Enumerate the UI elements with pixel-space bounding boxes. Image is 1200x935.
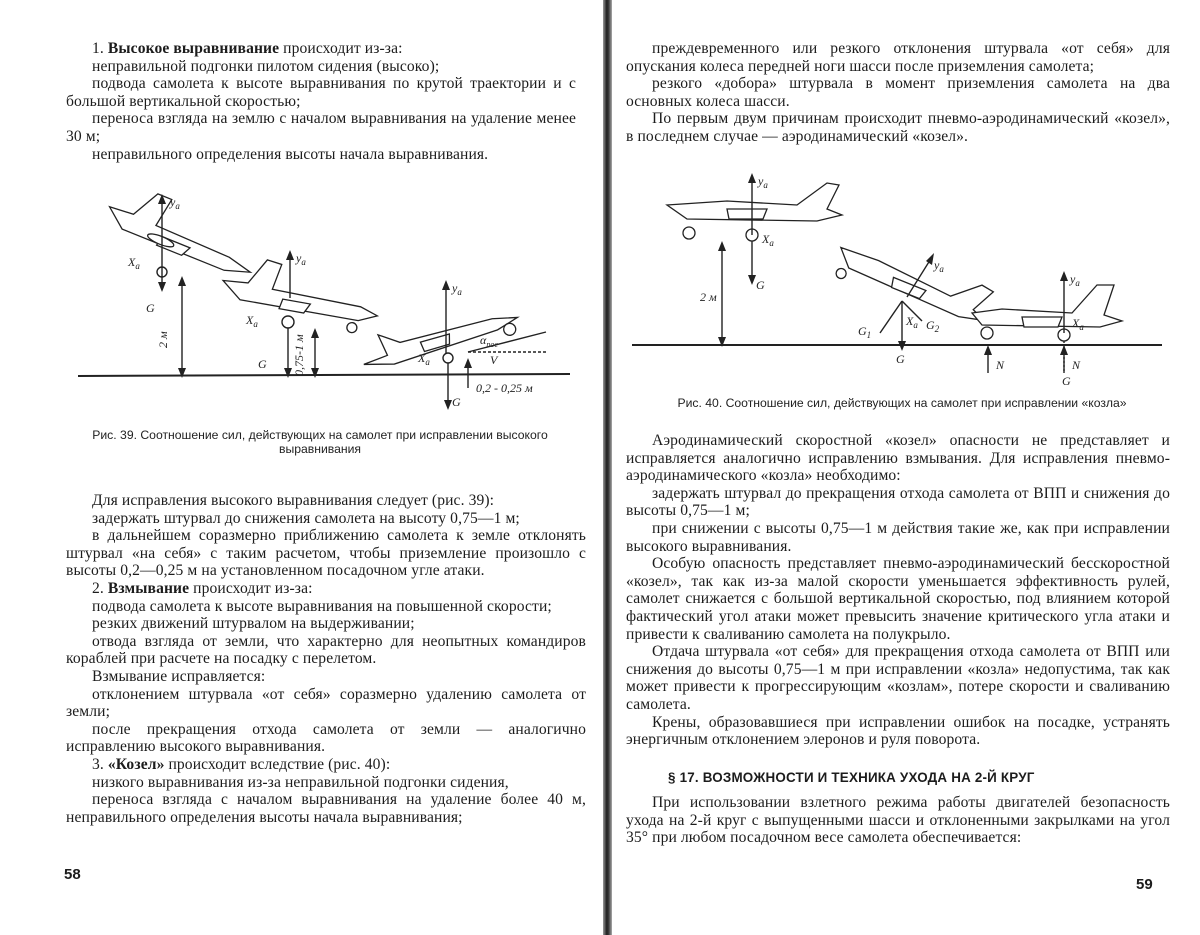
right-bottom-text <box>626 432 1170 749</box>
paragraph: отвода взгляда от земли, что характерно для неопытных командиров кораблей при расчете на посадку с перелетом. <box>66 632 586 668</box>
page-number-left: 58 <box>64 866 81 883</box>
figure-39-caption: Рис. 39. Соотношение сил, действующих на самолет при исправлении высокого выравнивания <box>92 428 548 456</box>
label-ya-3: $y_a$ <box>1070 272 1080 288</box>
paragraph: переноса взгляда с началом выравнивания на удаление более 40 м, неправильного определения высоты начала выравнивания; <box>66 791 586 826</box>
figure-39 <box>70 188 580 420</box>
paragraph: подвода самолета к высоте выравнивания по крутой траектории и с большой вертикальной скоростью; <box>66 75 576 110</box>
page-number-right: 59 <box>1136 876 1153 893</box>
label-n-1: N <box>996 358 1005 372</box>
left-top-text <box>66 40 576 163</box>
label-g-3: G <box>1062 374 1071 388</box>
label-g-2: G <box>258 357 267 371</box>
paragraph: Особую опасность представляет пневмо-аэродинамический бесскоростной «козел», так как из-за малой скорости уменьшается эффективность рулей, самолет снижается с большой вертикальной скоростью, под влиянием которой фактический угол атаки может превысить значение критического угла атаки и привести к сваливанию самолета на полукрыло. <box>626 555 1170 643</box>
label-v: V <box>490 353 498 367</box>
left-bottom-text <box>66 492 586 826</box>
label-xa-1: $X_a$ <box>128 255 140 271</box>
label-ya-2: $y_a$ <box>934 258 944 274</box>
label-g-1: G <box>146 301 155 315</box>
paragraph: 1. Высокое выравнивание происходит из-за: <box>92 40 403 57</box>
aircraft-1 <box>667 183 842 241</box>
section-heading: § 17. ВОЗМОЖНОСТИ И ТЕХНИКА УХОДА НА 2-Й КРУГ <box>668 770 1035 785</box>
label-g-2: G <box>896 352 905 366</box>
paragraph: неправильного определения высоты начала выравнивания. <box>92 145 489 163</box>
paragraph: задержать штурвал до прекращения отхода самолета от ВПП и снижения до высоты 0,75—1 м; <box>626 484 1170 520</box>
book-gutter <box>603 0 612 935</box>
label-xa-2: $X_a$ <box>246 313 258 329</box>
g1-vector <box>880 301 902 333</box>
paragraph: задержать штурвал до снижения самолета на высоту 0,75—1 м; <box>92 509 520 527</box>
paragraph: При использовании взлетного режима работы двигателей безопасность ухода на 2-й круг с выпущенными шасси и отклоненными закрылками на угол 35° при любом посадочном весе самолета обеспечивается: <box>626 794 1170 847</box>
label-xa-2: $X_a$ <box>906 314 918 330</box>
paragraph: после прекращения отхода самолета от земли — аналогично исправлению высокого выравнивания. <box>66 720 586 756</box>
paragraph: 3. «Козел» происходит вследствие (рис. 40): <box>92 755 391 773</box>
label-alpha: $\alpha_{пос}$ <box>480 333 498 349</box>
figure-40-caption: Рис. 40. Соотношение сил, действующих на самолет при исправлении «козла» <box>677 396 1127 410</box>
label-g2: $G_2$ <box>926 318 940 334</box>
label-xa-3: $X_a$ <box>418 351 430 367</box>
paragraph: Отдача штурвала «от себя» для прекращения отхода самолета от ВПП или снижения до высоты 0,75—1 м при исправлении «козла» недопустима, так как может привести к прогрессирующим «козлам», потере скорости и сваливанию самолета. <box>626 643 1170 713</box>
label-height-2: 0,75-1 м <box>292 334 306 376</box>
paragraph: подвода самолета к высоте выравнивания на повышенной скорости; <box>92 597 552 615</box>
paragraph: По первым двум причинам происходит пневмо-аэродинамический «козел», в последнем случае — аэродинамический «козел». <box>626 110 1170 145</box>
right-end-text <box>626 794 1170 847</box>
paragraph: резкого «добора» штурвала в момент приземления самолета на два основных колеса шасси. <box>626 75 1170 110</box>
label-xa-1: $X_a$ <box>762 232 774 248</box>
right-top-text <box>626 40 1170 146</box>
label-ya-2: $y_a$ <box>296 251 306 267</box>
label-n-2: N <box>1072 358 1081 372</box>
label-g1: $G_1$ <box>858 324 872 340</box>
label-height: 2 м <box>700 290 717 304</box>
figure-40 <box>632 165 1172 390</box>
paragraph: в дальнейшем соразмерно приближению самолета к земле отклонять штурвал «на себя» с таким расчетом, чтобы приземление произошло с высоты 0,2—0,25 м на установленном посадочном угле атаки. <box>66 527 586 580</box>
paragraph: Крены, образовавшиеся при исправлении ошибок на посадке, устранять энергичным отклонением элеронов и руля поворота. <box>626 713 1170 749</box>
paragraph: 2. Взмывание происходит из-за: <box>92 579 313 597</box>
paragraph: резких движений штурвалом на выдерживании; <box>92 615 415 633</box>
paragraph: переноса взгляда на землю с началом выравнивания на удаление менее 30 м; <box>66 110 576 145</box>
paragraph: при снижении с высоты 0,75—1 м действия такие же, как при исправлении высокого выравнивания. <box>626 519 1170 555</box>
paragraph: Для исправления высокого выравнивания следует (рис. 39): <box>92 492 495 509</box>
label-g-1: G <box>756 278 765 292</box>
label-ya-3: $y_a$ <box>452 281 462 297</box>
label-xa-3: $X_a$ <box>1072 316 1084 332</box>
right-page <box>612 0 1200 935</box>
label-ya-1: $y_a$ <box>170 195 180 211</box>
paragraph: преждевременного или резкого отклонения штурвала «от себя» для опускания колеса передней ноги шасси после приземления самолета; <box>626 40 1170 75</box>
label-ya-1: $y_a$ <box>758 174 768 190</box>
paragraph: низкого выравнивания из-за неправильной подгонки сидения, <box>92 773 509 791</box>
ground-line <box>78 374 570 376</box>
aircraft-3 <box>972 285 1122 341</box>
paragraph: Взмывание исправляется: <box>92 667 266 685</box>
paragraph: Аэродинамический скоростной «козел» опасности не представляет и исправляется аналогично исправлению взмывания. Для исправления пневмо-аэродинамического «козла» необходимо: <box>626 432 1170 485</box>
label-height-3: 0,2 - 0,25 м <box>476 381 533 395</box>
label-g-3: G <box>452 395 461 409</box>
paragraph: отклонением штурвала «от себя» соразмерно удалению самолета от земли; <box>66 685 586 721</box>
label-height-1: 2 м <box>156 331 170 348</box>
paragraph: неправильной подгонки пилотом сидения (высоко); <box>92 57 440 75</box>
